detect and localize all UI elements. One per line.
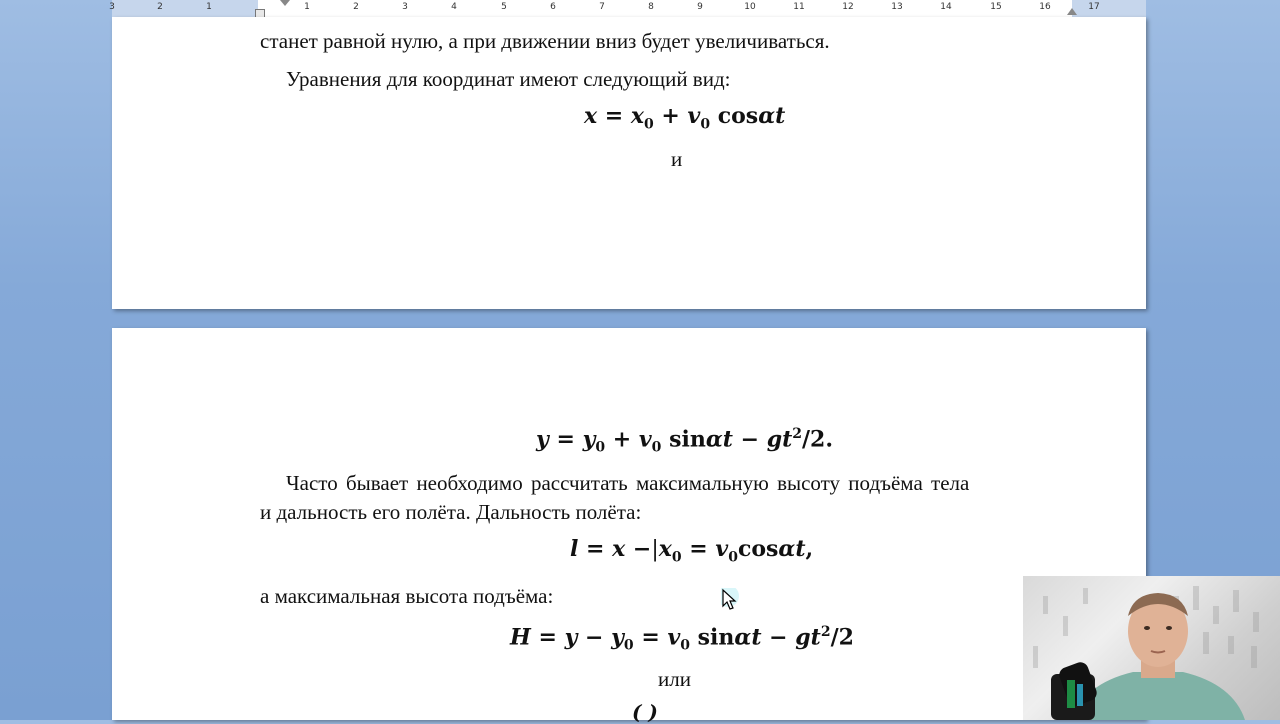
equation-y: $y = y_0 + v_0$ $\sin\alpha t - gt^2/2$.: [536, 426, 834, 456]
document-page-2[interactable]: [112, 328, 1146, 724]
ruler-number: 3: [109, 2, 115, 12]
ruler-number: 1: [304, 2, 310, 12]
mouse-cursor-icon: [721, 588, 745, 619]
conjunction-text: или: [658, 667, 691, 691]
ruler-number: 14: [940, 2, 952, 12]
document-page-1[interactable]: [112, 17, 1146, 309]
ruler-number: 7: [599, 2, 605, 12]
paragraph-line: а максимальная высота подъёма:: [260, 584, 554, 608]
ruler-number: 13: [891, 2, 903, 12]
ruler-number: 4: [451, 2, 457, 12]
ruler-number: 16: [1039, 2, 1051, 12]
paragraph-line: станет равной нулю, а при движении вниз будет увеличиваться.: [260, 29, 830, 53]
text-cursor: |: [651, 537, 659, 562]
equation-partial: ( ): [632, 700, 658, 724]
ruler-number: 3: [402, 2, 408, 12]
ruler-number: 17: [1088, 2, 1100, 12]
conjunction-text: и: [671, 147, 683, 171]
ruler-number: 2: [157, 2, 163, 12]
ruler-number: 11: [793, 2, 805, 12]
ruler-number: 1: [206, 2, 212, 12]
equation-l: $l = x -|x_0 = v_0\cos\alpha t$,: [570, 536, 814, 566]
paragraph-line: Уравнения для координат имеют следующий вид:: [286, 67, 731, 91]
ruler-left-margin: [112, 0, 258, 17]
ruler-right-margin: [1072, 0, 1146, 17]
webcam-overlay: [1023, 576, 1280, 720]
paragraph-line: Часто бывает необходимо рассчитать максимальную высоту подъёма тела: [286, 471, 970, 495]
ruler-number: 2: [353, 2, 359, 12]
right-indent-marker[interactable]: [1067, 8, 1077, 15]
ruler-number: 15: [990, 2, 1002, 12]
ruler-number: 10: [744, 2, 756, 12]
paragraph-line: и дальность его полёта. Дальность полёта:: [260, 500, 642, 524]
ruler-number: 12: [842, 2, 854, 12]
ruler-number: 9: [697, 2, 703, 12]
equation-x: $x = x_0 + v_0$ cosαt: [584, 103, 786, 133]
ruler-number: 8: [648, 2, 654, 12]
ruler-number: 6: [550, 2, 556, 12]
first-line-indent-marker[interactable]: [280, 0, 290, 6]
presenter-image: [1023, 576, 1280, 720]
ruler-number: 5: [501, 2, 507, 12]
horizontal-ruler[interactable]: [109, 0, 1146, 18]
equation-h: $H = y - y_0 = v_0$ $\sin\alpha t - gt^2/2$: [510, 624, 854, 654]
